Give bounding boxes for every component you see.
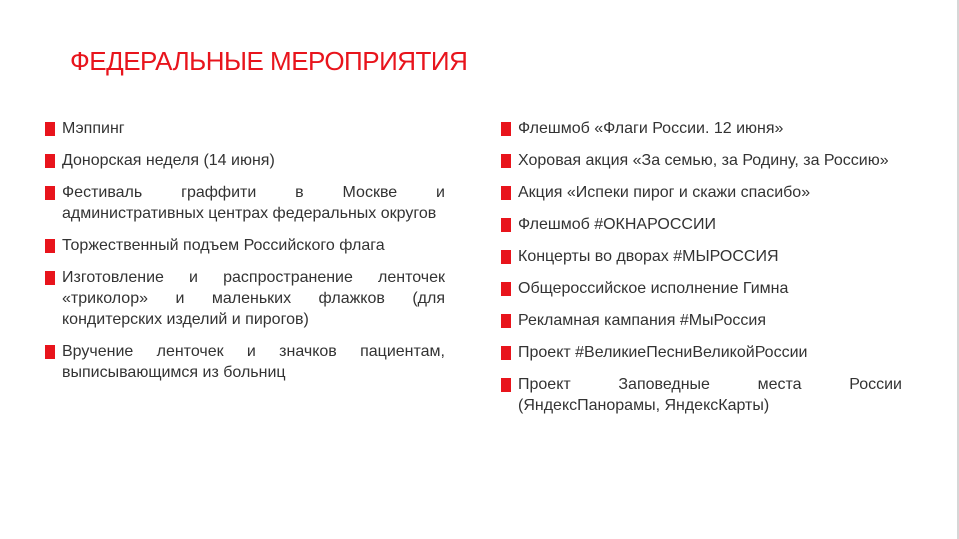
bullet-square-icon (501, 378, 511, 392)
bullet-square-icon (45, 154, 55, 168)
list-item: Флешмоб #ОКНАРОССИИ (501, 214, 902, 235)
list-item: Торжественный подъем Российского флага (45, 235, 445, 256)
list-item: Донорская неделя (14 июня) (45, 150, 445, 171)
bullet-square-icon (501, 346, 511, 360)
list-item: Вручение ленточек и значков пациентам, выписывающимся из больниц (45, 341, 445, 383)
list-item: Проект #ВеликиеПесниВеликойРоссии (501, 342, 902, 363)
list-item: Концерты во дворах #МЫРОССИЯ (501, 246, 902, 267)
bullet-square-icon (501, 218, 511, 232)
list-item: Акция «Испеки пирог и скажи спасибо» (501, 182, 902, 203)
list-item: Мэппинг (45, 118, 445, 139)
bullet-square-icon (501, 282, 511, 296)
bullet-square-icon (501, 250, 511, 264)
page-title: ФЕДЕРАЛЬНЫЕ МЕРОПРИЯТИЯ (70, 46, 468, 76)
list-item: Проект Заповедные места России (ЯндексПанорамы, ЯндексКарты) (501, 374, 902, 416)
bullet-square-icon (45, 122, 55, 136)
bullet-square-icon (45, 239, 55, 253)
bullet-square-icon (501, 122, 511, 136)
list-item: Общероссийское исполнение Гимна (501, 278, 902, 299)
bullet-square-icon (45, 345, 55, 359)
list-item: Флешмоб «Флаги России. 12 июня» (501, 118, 902, 139)
bullet-square-icon (501, 154, 511, 168)
bullet-square-icon (501, 186, 511, 200)
right-event-list (501, 118, 902, 427)
list-item: Хоровая акция «За семью, за Родину, за Россию» (501, 150, 902, 171)
list-item: Изготовление и распространение ленточек «триколор» и маленьких флажков (для кондитерских изделий и пирогов) (45, 267, 445, 330)
list-item: Рекламная кампания #МыРоссия (501, 310, 902, 331)
list-item: Фестиваль граффити в Москве и административных центрах федеральных округов (45, 182, 445, 224)
bullet-square-icon (45, 186, 55, 200)
bullet-square-icon (501, 314, 511, 328)
bullet-square-icon (45, 271, 55, 285)
left-event-list (45, 118, 445, 394)
